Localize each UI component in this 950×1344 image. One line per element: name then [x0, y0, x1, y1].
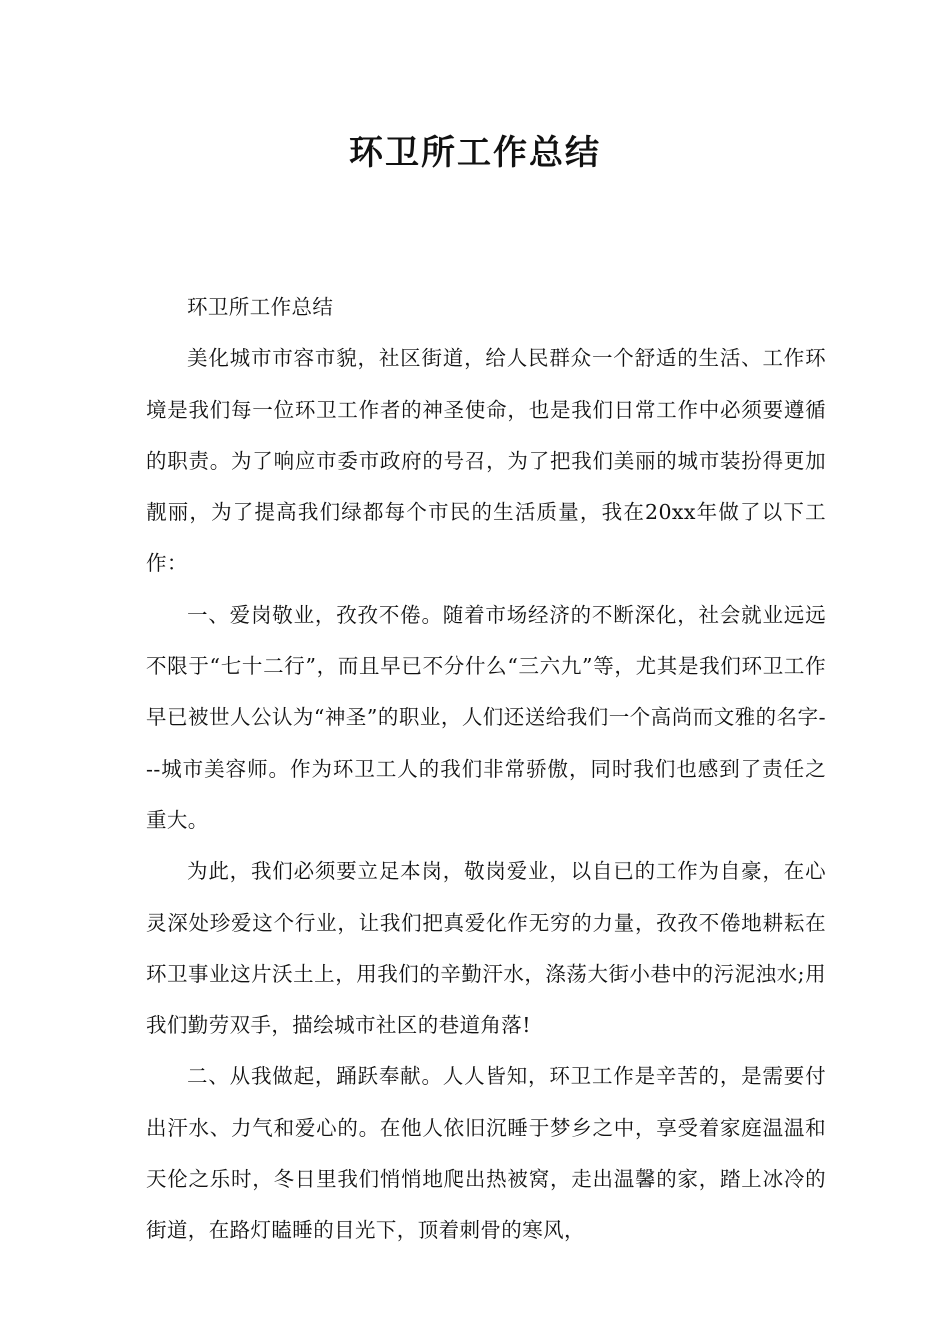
document-body: [146, 282, 826, 1257]
document-title: 环卫所工作总结: [349, 133, 601, 173]
paragraph-intro: 美化城市市容市貌，社区街道，给人民群众一个舒适的生活、工作环境是我们每一位环卫工作者的神圣使命，也是我们日常工作中必须要遵循的职责。为了响应市委市政府的号召，为了把我们美丽的城市装扮得更加靓丽，为了提高我们绿都每个市民的生活质量，我在20xx年做了以下工作：: [146, 346, 826, 576]
paragraph-section-one: 一、爱岗敬业，孜孜不倦。随着市场经济的不断深化，社会就业远远不限于“七十二行”，而且早已不分什么“三六九”等，尤其是我们环卫工作早已被世人公认为“神圣”的职业，人们还送给我们一个高尚而文雅的名字---城市美容师。作为环卫工人的我们非常骄傲，同时我们也感到了责任之重大。: [146, 602, 826, 832]
paragraph-section-two: 二、从我做起，踊跃奉献。人人皆知，环卫工作是辛苦的，是需要付出汗水、力气和爱心的。在他人依旧沉睡于梦乡之中，享受着家庭温温和天伦之乐时，冬日里我们悄悄地爬出热被窝，走出温馨的家，踏上冰冷的街道，在路灯瞌睡的目光下，顶着刺骨的寒风，: [146, 1064, 826, 1243]
paragraph-section-one-continued: 为此，我们必须要立足本岗，敬岗爱业，以自已的工作为自豪，在心灵深处珍爱这个行业，让我们把真爱化作无穷的力量，孜孜不倦地耕耘在环卫事业这片沃土上，用我们的辛勤汗水，涤荡大街小巷中的污泥浊水;用我们勤劳双手，描绘城市社区的巷道角落!: [146, 859, 826, 1038]
paragraph-heading: 环卫所工作总结: [187, 295, 334, 319]
